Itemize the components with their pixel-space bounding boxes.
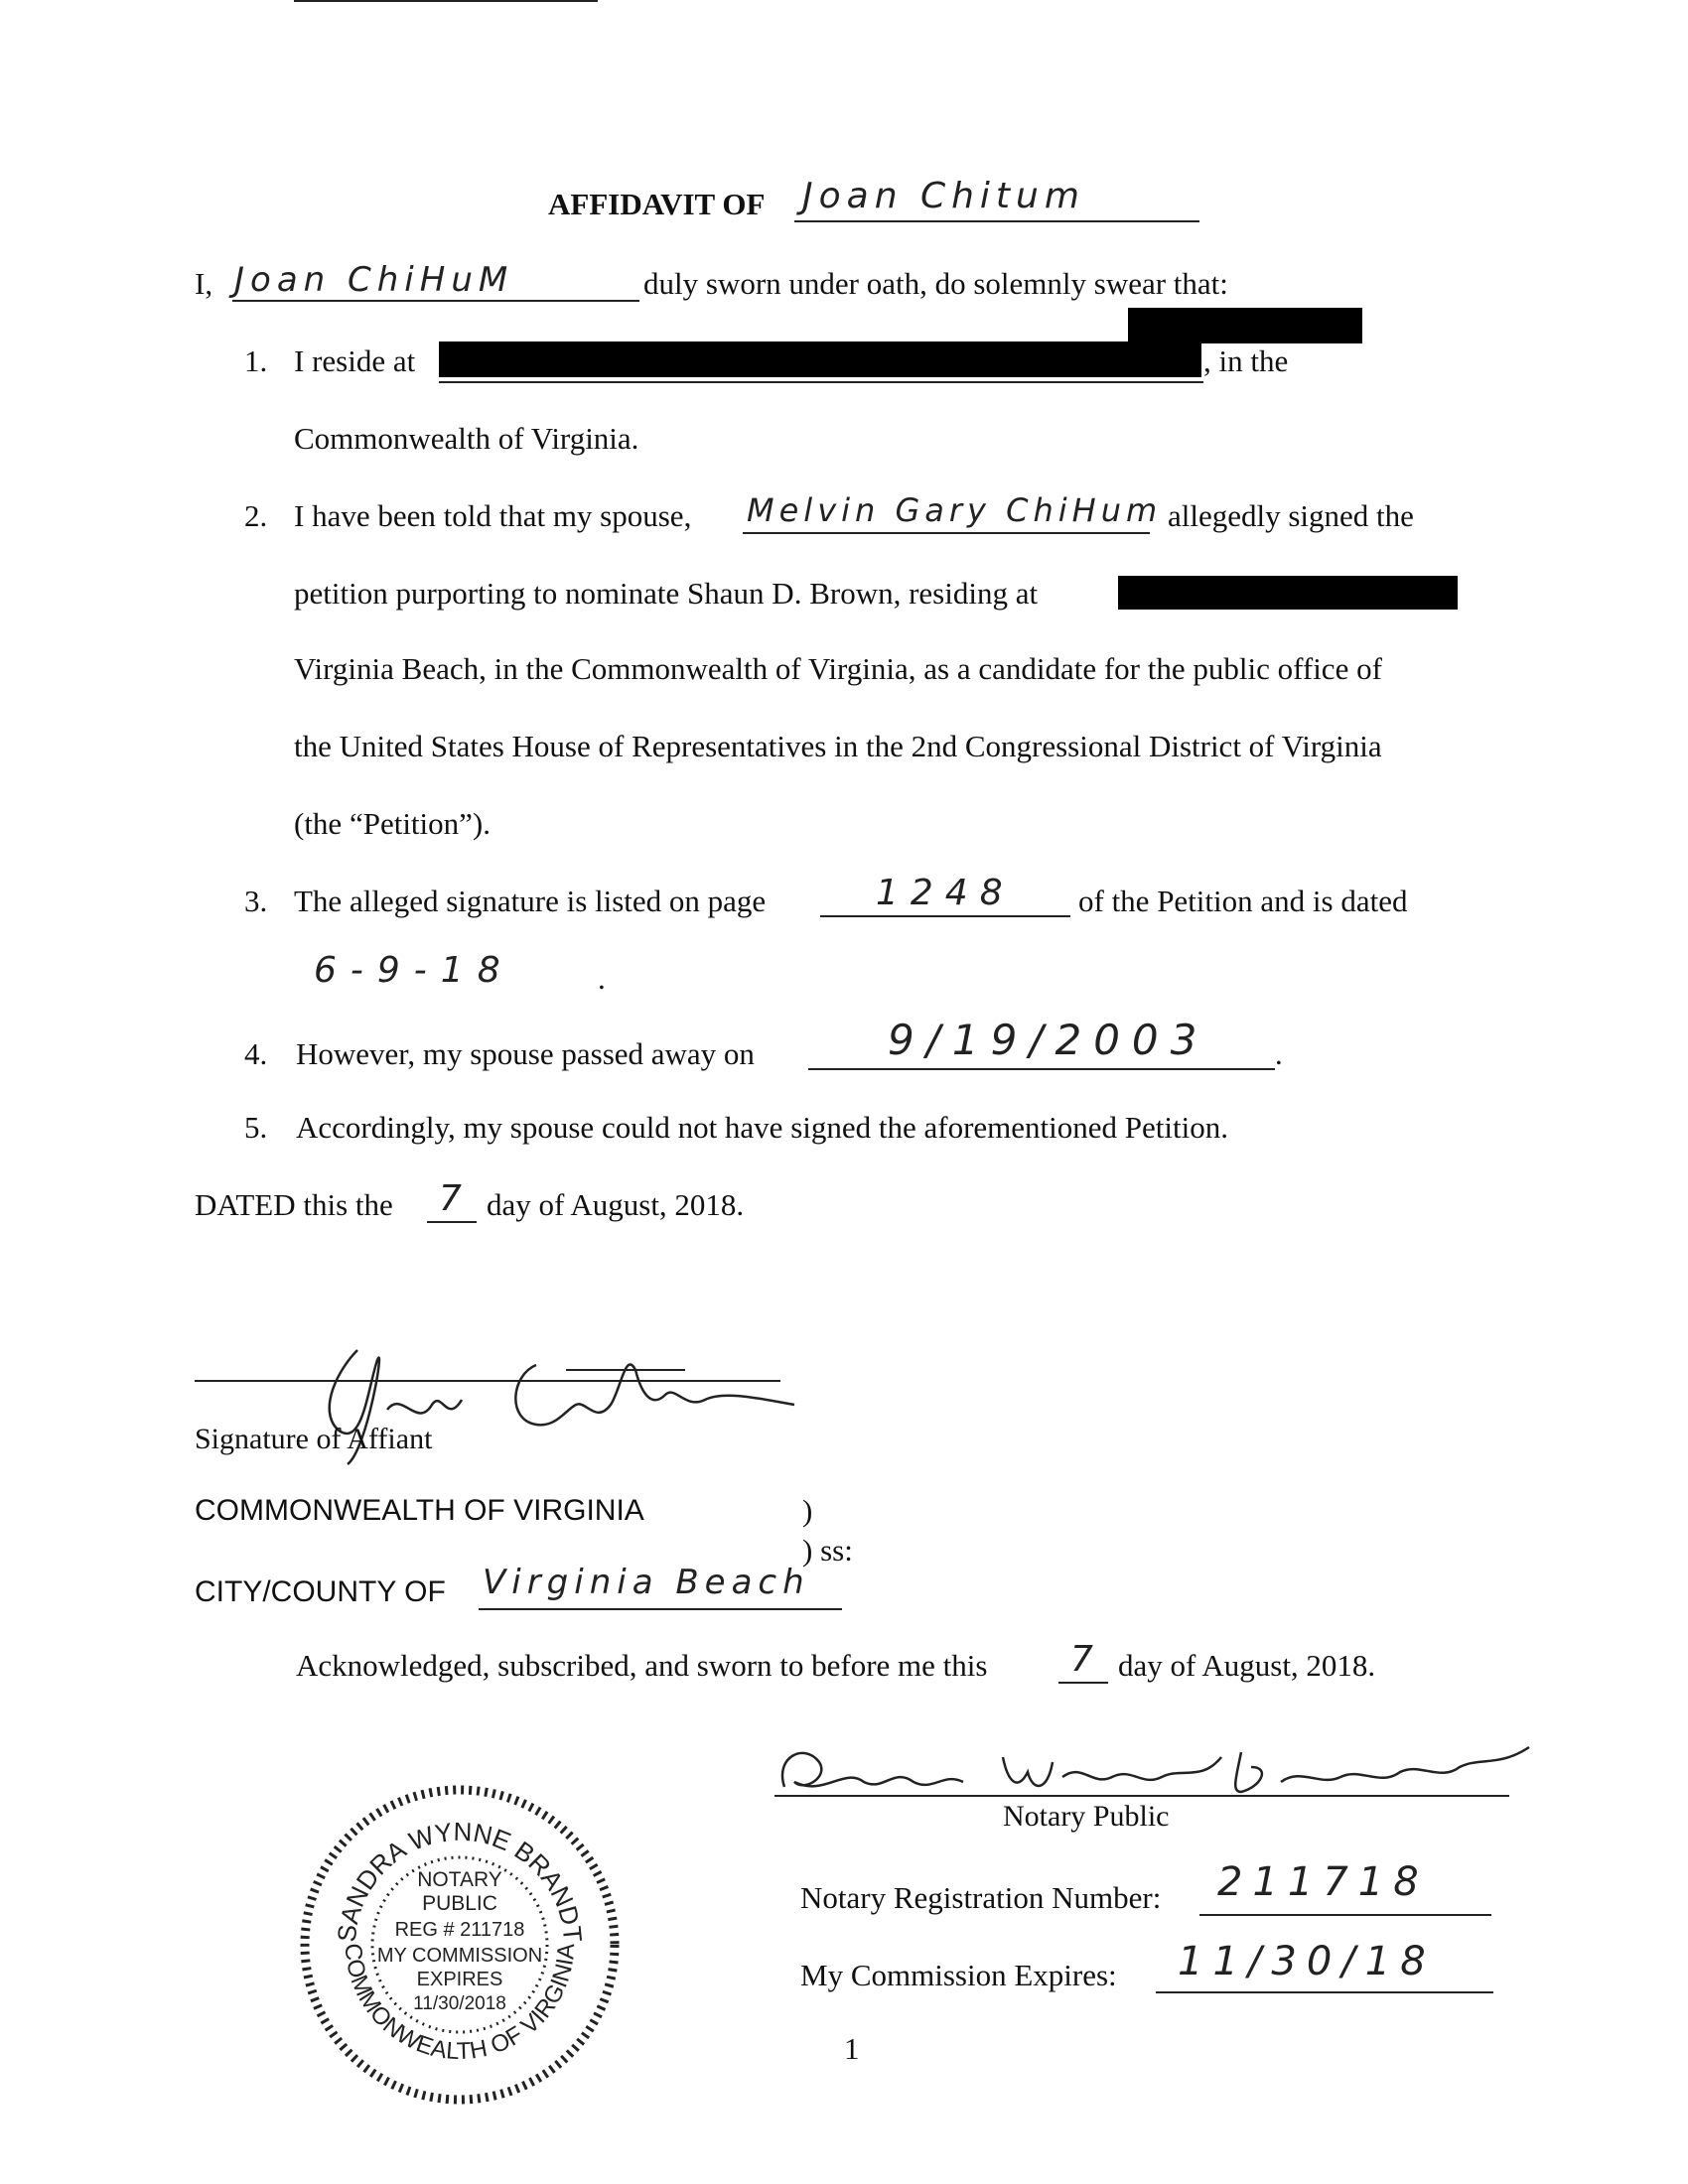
title-underline <box>794 220 1199 222</box>
affiant-signature-label: Signature of Affiant <box>195 1423 433 1455</box>
venue-paren: ) <box>802 1493 813 1528</box>
item-5-number: 5. <box>244 1110 268 1145</box>
seal-line-4: MY COMMISSION <box>376 1945 543 1967</box>
item-2-spouse-underline <box>743 532 1150 534</box>
item-4-death-date: 9/19/2003 <box>888 1016 1209 1064</box>
redaction-bar <box>1118 576 1458 610</box>
item-1-number: 1. <box>244 343 268 378</box>
item-4-text-after: . <box>1275 1036 1283 1071</box>
item-2-text-before: I have been told that my spouse, <box>294 498 692 533</box>
item-2-line5: (the “Petition”). <box>294 806 491 841</box>
ack-day-underline <box>1058 1682 1108 1684</box>
notary-seal <box>298 1783 622 2107</box>
item-3-date-end: . <box>598 961 606 996</box>
item-5-text: Accordingly, my spouse could not have signed the aforementioned Petition. <box>296 1110 1228 1145</box>
item-2-line3: Virginia Beach, in the Commonwealth of Virginia, as a candidate for the public office of <box>294 651 1382 686</box>
item-3-text-after: of the Petition and is dated <box>1078 884 1408 918</box>
item-2-text-after: allegedly signed the <box>1168 498 1414 533</box>
redaction-bar <box>1128 308 1362 343</box>
item-1-text-before: I reside at <box>294 343 416 378</box>
venue-city: Virginia Beach <box>483 1563 810 1602</box>
item-2-line4: the United States House of Representatives in the 2nd Congressional District of Virginia <box>294 729 1382 763</box>
seal-line-6: 11/30/2018 <box>413 1993 506 2014</box>
page-number: 1 <box>844 2031 860 2066</box>
item-1-text-after: , in the <box>1203 343 1289 378</box>
notary-exp-underline <box>1156 1991 1493 1993</box>
seal-line-5: EXPIRES <box>416 1969 503 1990</box>
venue-city-label: CITY/COUNTY OF <box>195 1575 446 1608</box>
intro-suffix: duly sworn under oath, do solemnly swear that: <box>643 266 1228 301</box>
seal-line-3: REG # 211718 <box>394 1919 525 1941</box>
item-3-date: 6-9-18 <box>314 950 514 991</box>
ack-day: 7 <box>1070 1639 1099 1680</box>
item-1-line2: Commonwealth of Virginia. <box>294 421 639 456</box>
title-affiant-name: Joan Chitum <box>802 176 1085 216</box>
ack-before: Acknowledged, subscribed, and sworn to before me this <box>296 1648 988 1683</box>
seal-outer-bottom: COMMONWEALTH OF VIRGINIA <box>339 1942 581 2066</box>
notary-reg-underline <box>1199 1914 1491 1916</box>
notary-reg-number: 211718 <box>1217 1859 1429 1905</box>
title-label: AFFIDAVIT OF <box>548 187 766 221</box>
intro-name-underline <box>232 300 639 302</box>
seal-outer-top: SANDRA WYNNE BRANDT <box>331 1816 589 1944</box>
item-1-underline <box>439 381 1203 383</box>
item-2-spouse-name: Melvin Gary ChiHum <box>747 491 1163 529</box>
item-4-number: 4. <box>244 1036 268 1071</box>
notary-exp-date: 11/30/18 <box>1178 1939 1436 1984</box>
notary-label: Notary Public <box>1003 1800 1170 1833</box>
venue-city-underline <box>479 1608 842 1610</box>
item-2-number: 2. <box>244 498 268 533</box>
venue-state: COMMONWEALTH OF VIRGINIA <box>195 1494 644 1527</box>
notary-reg-label: Notary Registration Number: <box>800 1880 1162 1915</box>
venue-ss: ) ss: <box>802 1533 853 1568</box>
item-3-number: 3. <box>244 884 268 918</box>
dated-before: DATED this the <box>195 1187 393 1222</box>
item-2-line2: petition purporting to nominate Shaun D. Brown, residing at <box>294 576 1039 611</box>
dated-day: 7 <box>439 1178 468 1219</box>
intro-affiant-name: Joan ChiHuM <box>234 260 514 300</box>
item-3-page-underline <box>820 915 1070 917</box>
seal-line-2: PUBLIC <box>422 1892 497 1915</box>
item-3-text-before: The alleged signature is listed on page <box>294 884 767 918</box>
item-3-date-underline <box>294 0 598 2</box>
dated-after: day of August, 2018. <box>487 1187 745 1222</box>
notary-exp-label: My Commission Expires: <box>800 1958 1117 1992</box>
dated-day-underline <box>427 1221 477 1223</box>
intro-prefix: I, <box>195 266 213 301</box>
ack-after: day of August, 2018. <box>1118 1648 1376 1683</box>
item-3-page-number: 1248 <box>876 873 1015 913</box>
redaction-bar <box>439 341 1201 377</box>
item-4-underline <box>808 1068 1275 1070</box>
item-4-text-before: However, my spouse passed away on <box>296 1036 755 1071</box>
seal-line-1: NOTARY <box>417 1868 502 1891</box>
